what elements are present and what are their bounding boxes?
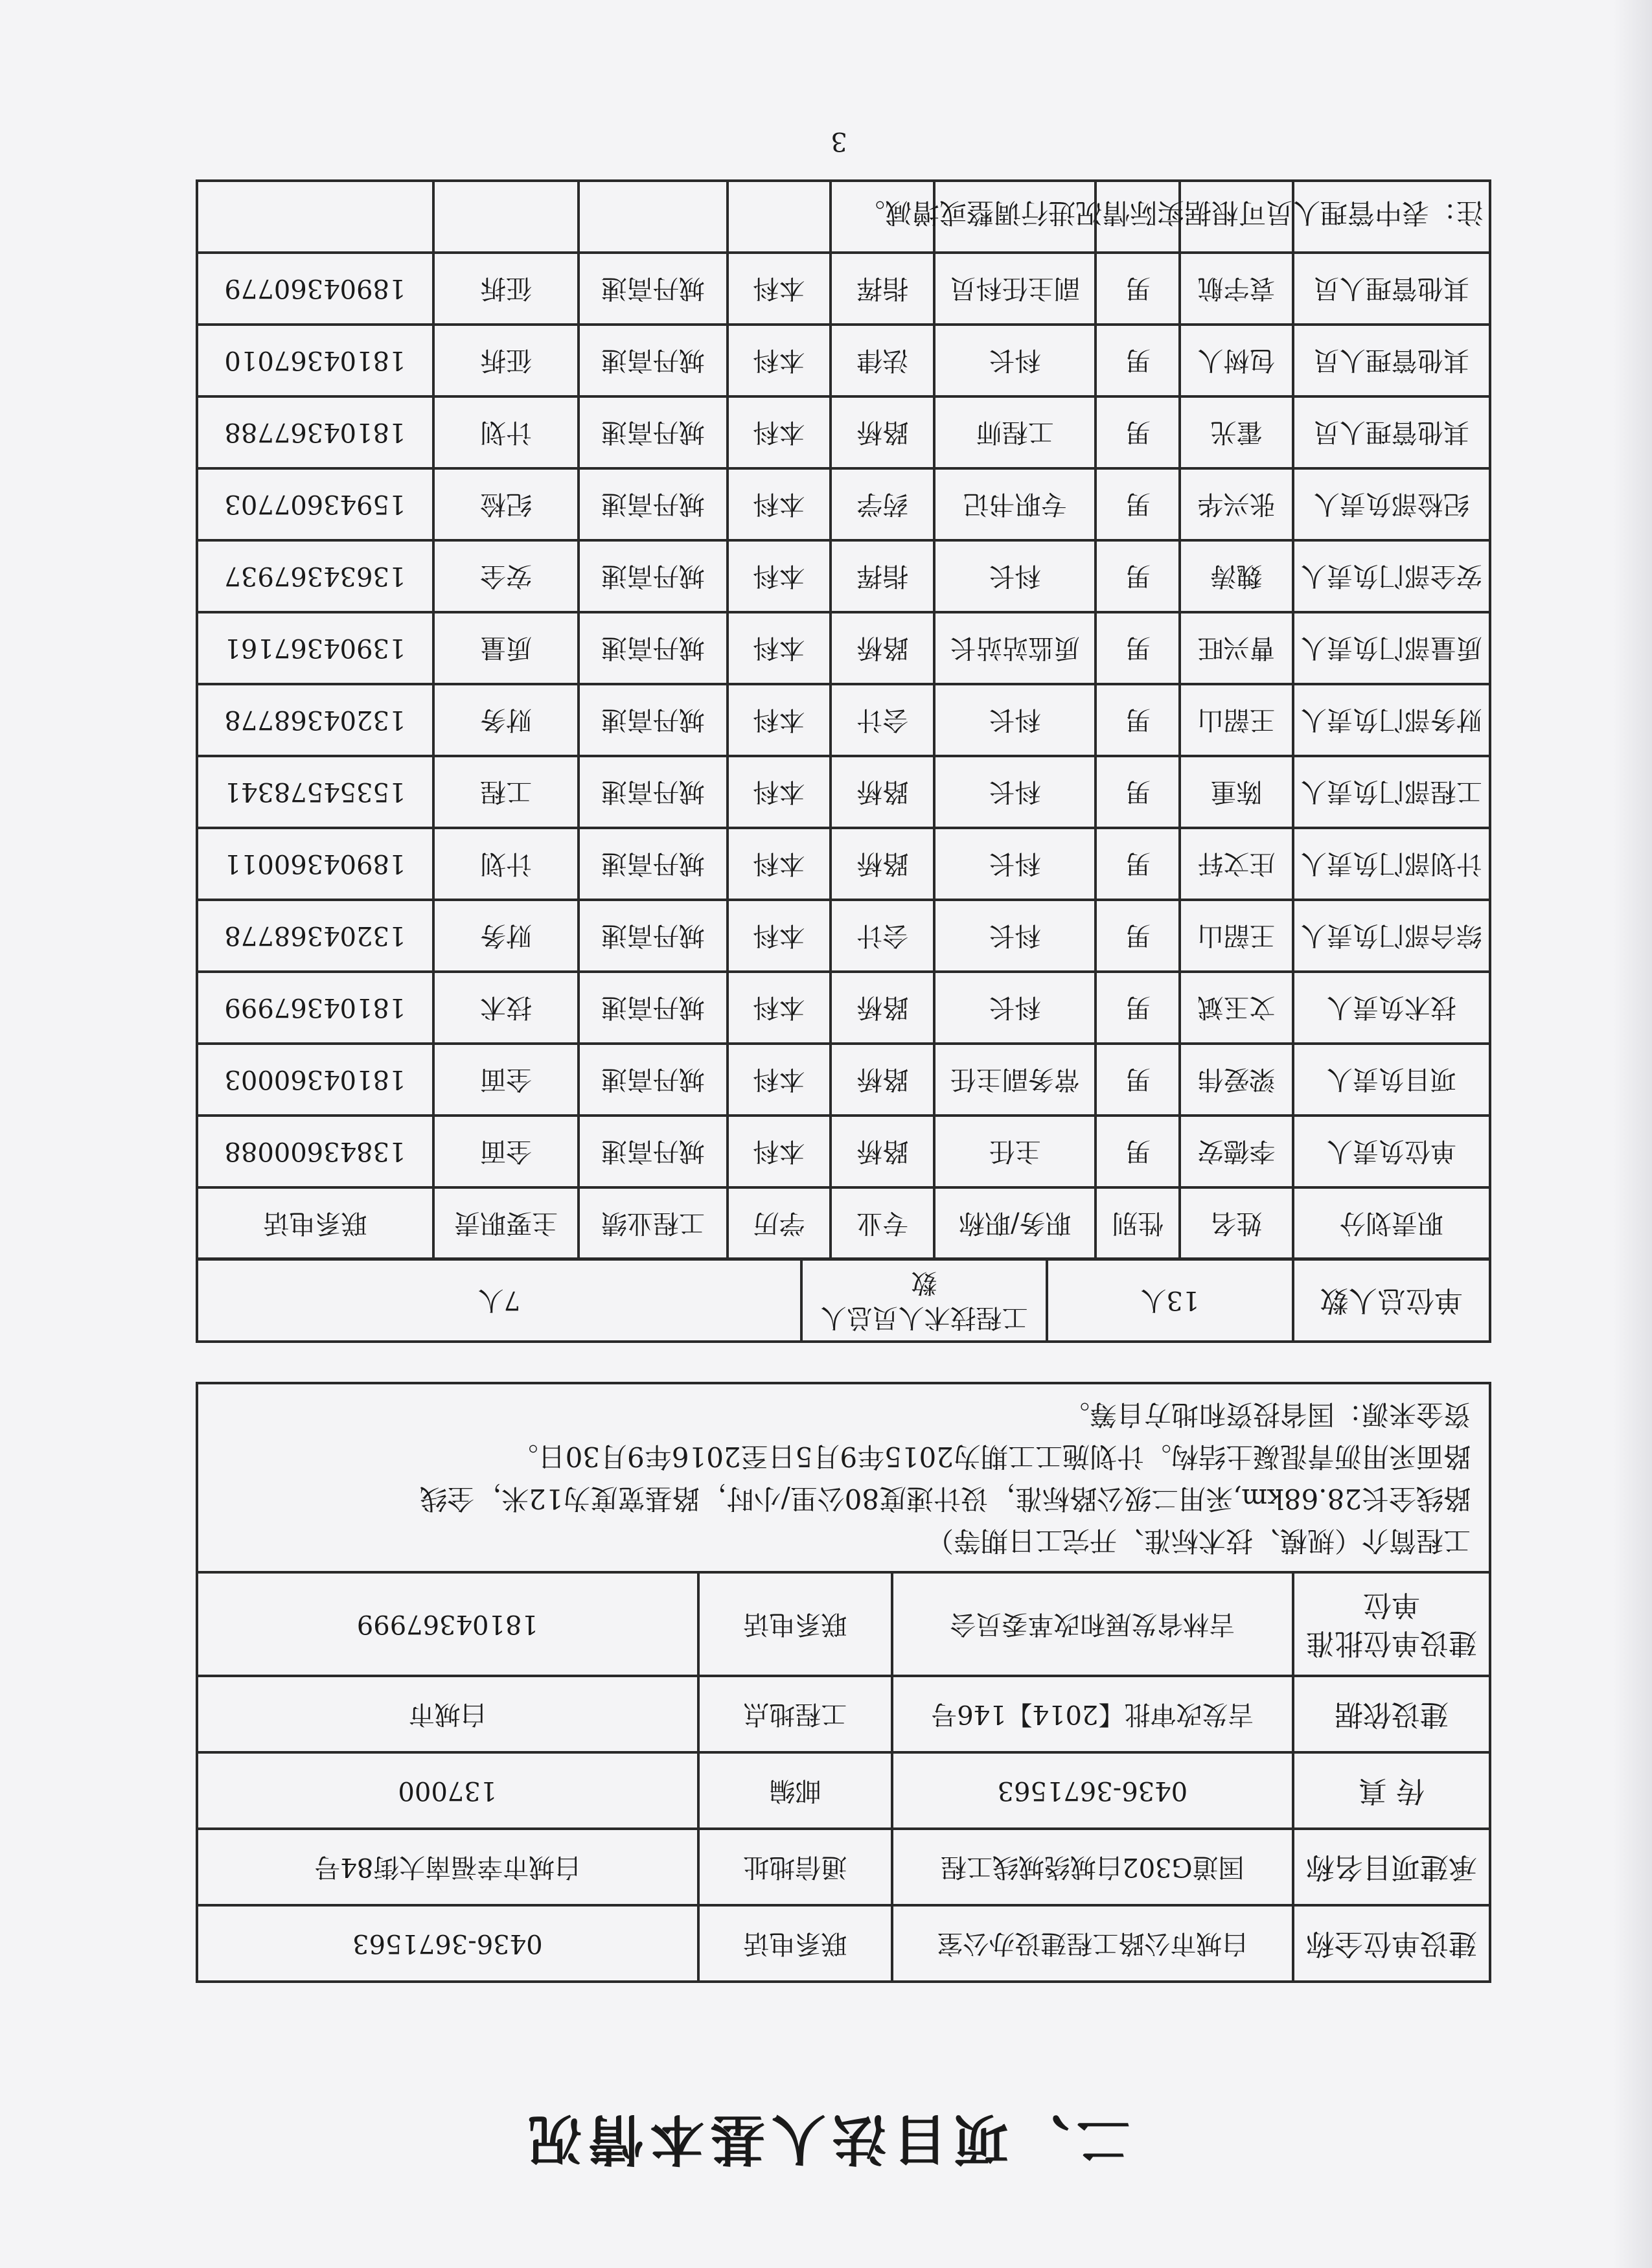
table-cell: 15354578341 (197, 756, 433, 828)
fax: 0436-3671563 (892, 1752, 1293, 1829)
table-cell: 项目负责人 (1293, 1044, 1490, 1116)
approver: 吉林省发展和改革委员会 (892, 1572, 1293, 1676)
table-cell: 文玉斌 (1180, 972, 1293, 1044)
table-cell: 工程部门负责人 (1293, 756, 1490, 828)
table-cell: 18904360779 (197, 253, 433, 325)
table-cell: 安全 (433, 540, 579, 612)
table-cell: 药学 (831, 468, 934, 540)
project-info-table (196, 1382, 1491, 1983)
staff-table-body (197, 181, 1490, 1259)
table-cell: 本科 (728, 612, 831, 684)
table-cell: 本科 (728, 828, 831, 900)
table-cell: 男 (1096, 540, 1180, 612)
table-cell: 专职书记 (934, 468, 1096, 540)
table-cell: 城丹高速 (579, 684, 727, 756)
table-cell: 综合部门负责人 (1293, 900, 1490, 972)
table-cell: 科长 (934, 756, 1096, 828)
table-cell: 13204368778 (197, 684, 433, 756)
table-cell: 计划部门负责人 (1293, 828, 1490, 900)
table-cell: 18104367788 (197, 396, 433, 468)
approver-phone: 18104367999 (197, 1572, 698, 1676)
table-cell: 质量 (433, 612, 579, 684)
table-cell: 路桥 (831, 756, 934, 828)
address-label: 通信地址 (698, 1829, 892, 1905)
table-cell: 本科 (728, 900, 831, 972)
table-cell: 征拆 (433, 253, 579, 325)
table-cell: 本科 (728, 253, 831, 325)
intro-line-3: 资金来源：国省投资和地方自筹。 (1062, 1398, 1471, 1430)
table-cell: 路桥 (831, 612, 934, 684)
table-cell: 梁爱伟 (1180, 1044, 1293, 1116)
table-cell: 男 (1096, 756, 1180, 828)
column-header: 姓名 (1180, 1187, 1293, 1259)
table-row (197, 900, 1490, 972)
table-cell: 13843600088 (197, 1116, 433, 1187)
table-cell: 男 (1096, 1116, 1180, 1187)
table-cell: 财务部门负责人 (1293, 684, 1490, 756)
table-cell: 男 (1096, 972, 1180, 1044)
column-header: 工程业绩 (579, 1187, 727, 1259)
postcode: 137000 (197, 1752, 698, 1829)
table-cell: 本科 (728, 540, 831, 612)
table-cell: 王韶山 (1180, 900, 1293, 972)
table-cell: 单位负责人 (1293, 1116, 1490, 1187)
location-label: 工程地点 (698, 1676, 892, 1752)
page-number: 3 (831, 126, 847, 156)
table-cell: 路桥 (831, 972, 934, 1044)
table-cell: 男 (1096, 396, 1180, 468)
intro-line-2: 路面采用沥青混凝土结构。计划施工工期为2015年9月5日至2016年9月30日。 (511, 1440, 1471, 1472)
table-cell: 本科 (728, 684, 831, 756)
table-cell: 科长 (934, 684, 1096, 756)
table-cell: 技术负责人 (1293, 972, 1490, 1044)
table-cell: 财务 (433, 900, 579, 972)
table-cell (579, 181, 727, 253)
table-row (197, 1829, 1490, 1905)
table-cell: 全面 (433, 1116, 579, 1187)
table-cell: 男 (1096, 253, 1180, 325)
table-cell: 其他管理人员 (1293, 253, 1490, 325)
table-row (197, 1572, 1490, 1676)
table-cell: 男 (1096, 325, 1180, 396)
table-cell: 李德安 (1180, 1116, 1293, 1187)
table-cell: 本科 (728, 756, 831, 828)
intro-line-1: 路线全长28.68km,采用二级公路标准，设计速度80公里/小时，路基宽度为12米，全线 (420, 1482, 1471, 1515)
project-name-label: 承建项目名称 (1293, 1829, 1490, 1905)
table-row (197, 828, 1490, 900)
table-cell: 城丹高速 (579, 325, 727, 396)
table-cell: 男 (1096, 612, 1180, 684)
column-header: 学历 (728, 1187, 831, 1259)
table-cell: 城丹高速 (579, 900, 727, 972)
staff-count-table (196, 1257, 1491, 1343)
table-cell: 18104360003 (197, 1044, 433, 1116)
section-title: 二、项目法人基本情况 (522, 2107, 1131, 2171)
table-cell: 本科 (728, 396, 831, 468)
table-cell: 15943607703 (197, 468, 433, 540)
table-cell: 本科 (728, 468, 831, 540)
table-cell: 技术 (433, 972, 579, 1044)
basis-label: 建设依据 (1293, 1676, 1490, 1752)
table-cell: 路桥 (831, 1116, 934, 1187)
table-row (197, 612, 1490, 684)
table-row (197, 1383, 1490, 1572)
table-cell: 计划 (433, 396, 579, 468)
column-header: 职务/职称 (934, 1187, 1096, 1259)
column-header: 主要职责 (433, 1187, 579, 1259)
table-cell: 质量部门负责人 (1293, 612, 1490, 684)
table-row (197, 684, 1490, 756)
table-cell: 城丹高速 (579, 1044, 727, 1116)
table-cell: 男 (1096, 468, 1180, 540)
total-staff: 13人 (1047, 1259, 1292, 1342)
column-header: 性别 (1096, 1187, 1180, 1259)
table-cell: 本科 (728, 1116, 831, 1187)
table-cell: 主任 (934, 1116, 1096, 1187)
table-cell: 城丹高速 (579, 253, 727, 325)
project-intro (197, 1383, 1490, 1572)
phone-label: 联系电话 (698, 1905, 892, 1982)
table-cell: 袁宇航 (1180, 253, 1293, 325)
table-cell: 指挥 (831, 540, 934, 612)
basis: 吉发改审批【2014】146号 (892, 1676, 1293, 1752)
table-row (197, 1676, 1490, 1752)
table-row (197, 1116, 1490, 1187)
table-cell: 科长 (934, 972, 1096, 1044)
table-cell: 本科 (728, 972, 831, 1044)
unit-name-label: 建设单位全称 (1293, 1905, 1490, 1982)
table-cell: 路桥 (831, 396, 934, 468)
table-row (197, 972, 1490, 1044)
table-cell: 指挥 (831, 253, 934, 325)
table-cell: 城丹高速 (579, 828, 727, 900)
table-cell: 13204368778 (197, 900, 433, 972)
table-cell: 男 (1096, 1044, 1180, 1116)
column-header: 职责划分 (1293, 1187, 1490, 1259)
table-row (197, 253, 1490, 325)
table-cell: 其他管理人员 (1293, 396, 1490, 468)
table-row (197, 1752, 1490, 1829)
table-cell: 其他管理人员 (1293, 325, 1490, 396)
intro-label: 工程简介（规模、技术标准、开完工日期等） (926, 1525, 1471, 1557)
table-cell: 城丹高速 (579, 612, 727, 684)
table-cell: 城丹高速 (579, 468, 727, 540)
table-cell: 纪检 (433, 468, 579, 540)
unit-name: 白城市公路工程建设办公室 (892, 1905, 1293, 1982)
table-cell: 科长 (934, 828, 1096, 900)
table-cell: 城丹高速 (579, 396, 727, 468)
table-cell: 纪检部负责人 (1293, 468, 1490, 540)
table-cell: 常务副主任 (934, 1044, 1096, 1116)
table-row (197, 396, 1490, 468)
table-cell: 工程师 (934, 396, 1096, 468)
table-cell: 霍光 (1180, 396, 1293, 468)
total-staff-label: 单位总人数 (1293, 1259, 1490, 1342)
phone: 0436-3671563 (197, 1905, 698, 1982)
table-cell: 科长 (934, 325, 1096, 396)
table-cell: 城丹高速 (579, 972, 727, 1044)
table-cell: 陈重 (1180, 756, 1293, 828)
location: 白城市 (197, 1676, 698, 1752)
table-cell (197, 181, 433, 253)
table-cell (728, 181, 831, 253)
project-name: 国道G302白城绕城线工程 (892, 1829, 1293, 1905)
approver-phone-label: 联系电话 (698, 1572, 892, 1676)
table-cell: 安全部门负责人 (1293, 540, 1490, 612)
staff-table (196, 179, 1491, 1261)
tech-staff-label: 工程技术人员总人数 (801, 1259, 1047, 1342)
table-cell: 男 (1096, 684, 1180, 756)
table-cell: 计划 (433, 828, 579, 900)
table-cell: 全面 (433, 1044, 579, 1116)
table-row (197, 1044, 1490, 1116)
table-cell: 曹兴旺 (1180, 612, 1293, 684)
table-cell: 本科 (728, 325, 831, 396)
table-cell: 男 (1096, 828, 1180, 900)
table-cell: 13634367937 (197, 540, 433, 612)
table-cell: 城丹高速 (579, 540, 727, 612)
staff-table-header (197, 1187, 1490, 1259)
table-cell: 路桥 (831, 1044, 934, 1116)
table-cell: 本科 (728, 1044, 831, 1116)
table-row (197, 756, 1490, 828)
table-cell: 城丹高速 (579, 1116, 727, 1187)
table-cell: 工程 (433, 756, 579, 828)
approver-label: 建设单位批准单位 (1293, 1572, 1490, 1676)
fax-label: 传 真 (1293, 1752, 1490, 1829)
table-cell: 副主任科员 (934, 253, 1096, 325)
binding-edge (1613, 0, 1652, 2268)
column-header: 专业 (831, 1187, 934, 1259)
table-cell: 征拆 (433, 325, 579, 396)
table-row (197, 540, 1490, 612)
table-row (197, 468, 1490, 540)
table-cell: 13904367161 (197, 612, 433, 684)
table-cell: 庄文轩 (1180, 828, 1293, 900)
tech-staff: 7人 (197, 1259, 801, 1342)
table-cell: 法律 (831, 325, 934, 396)
table-cell: 会计 (831, 684, 934, 756)
table-cell: 18104367010 (197, 325, 433, 396)
table-cell: 科长 (934, 540, 1096, 612)
table-cell: 质监站站长 (934, 612, 1096, 684)
table-cell: 财务 (433, 684, 579, 756)
address: 白城市幸福南大街84号 (197, 1829, 698, 1905)
table-cell: 城丹高速 (579, 756, 727, 828)
table-cell: 张兴华 (1180, 468, 1293, 540)
table-cell: 包树人 (1180, 325, 1293, 396)
table-cell: 魏涛 (1180, 540, 1293, 612)
table-cell: 路桥 (831, 828, 934, 900)
table-cell: 会计 (831, 900, 934, 972)
column-header: 联系电话 (197, 1187, 433, 1259)
postcode-label: 邮编 (698, 1752, 892, 1829)
table-cell: 18904360011 (197, 828, 433, 900)
table-cell: 科长 (934, 900, 1096, 972)
table-cell: 男 (1096, 900, 1180, 972)
table-row (197, 1905, 1490, 1982)
table-cell: 王韶山 (1180, 684, 1293, 756)
table-row (197, 325, 1490, 396)
table-note: 注：表中管理人员可根据实际情况进行调整或增减。 (857, 197, 1484, 229)
table-cell (433, 181, 579, 253)
table-row (197, 1259, 1490, 1342)
table-cell: 18104367999 (197, 972, 433, 1044)
